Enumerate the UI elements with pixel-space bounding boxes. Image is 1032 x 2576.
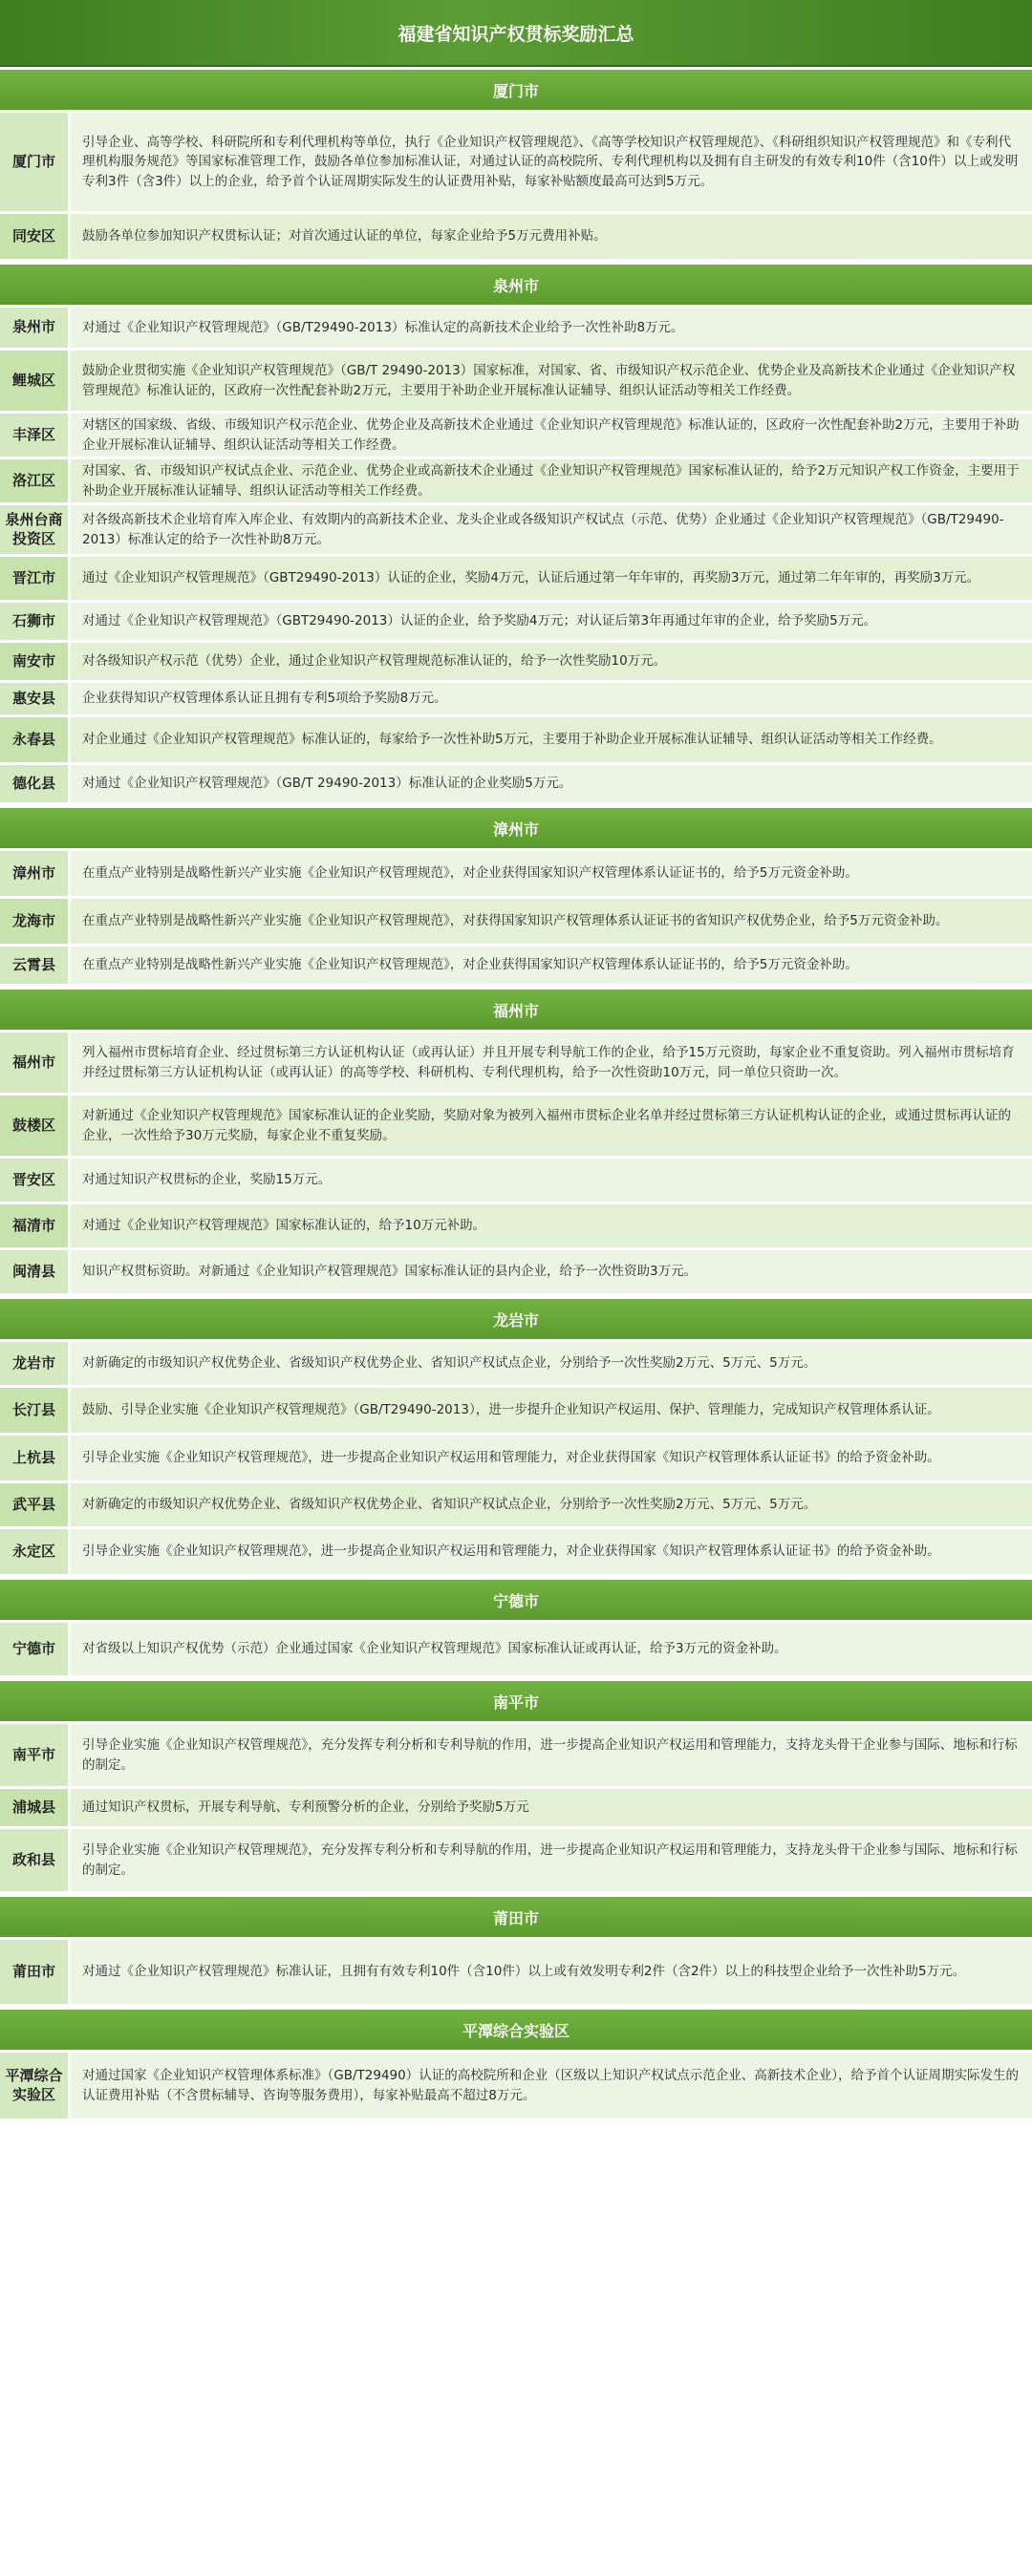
table-row [0, 557, 1032, 603]
policy-text [71, 947, 1032, 984]
section-header: 漳州市 [0, 805, 1032, 851]
table-row [0, 765, 1032, 805]
table-row [0, 505, 1032, 557]
policy-text [71, 308, 1032, 348]
policy-text [71, 1483, 1032, 1526]
policy-text-content: 引导企业实施《企业知识产权管理规范》，进一步提高企业知识产权运用和管理能力，对企业获得国家《知识产权管理体系认证证书》的给予资金补助。 [82, 1543, 940, 1560]
region-name: 福州市 [0, 1033, 71, 1093]
policy-text [71, 603, 1032, 640]
policy-text-content: 对各级高新技术企业培育库入库企业、有效期内的高新技术企业、龙头企业或各级知识产权试点（示范、优势）企业通过《企业知识产权管理规范》（GB/T29490-2013）标准认定的给予一次性补助8万元。 [82, 512, 1004, 547]
policy-text-content: 在重点产业特别是战略性新兴产业实施《企业知识产权管理规范》，对企业获得国家知识产权管理体系认证证书的，给予5万元资金补助。 [82, 865, 858, 882]
policy-text-content: 在重点产业特别是战略性新兴产业实施《企业知识产权管理规范》，对企业获得国家知识产权管理体系认证证书的，给予5万元资金补助。 [82, 957, 858, 973]
section-header: 龙岩市 [0, 1296, 1032, 1342]
region-name: 同安区 [0, 214, 71, 259]
policy-text [71, 351, 1032, 411]
table-row [0, 1250, 1032, 1296]
policy-text-content: 鼓励各单位参加知识产权贯标认证；对首次通过认证的单位，每家企业给予5万元费用补贴。 [82, 228, 607, 245]
region-name: 德化县 [0, 765, 71, 802]
table-row [0, 414, 1032, 459]
policy-text-content: 鼓励、引导企业实施《企业知识产权管理规范》（GB/T29490-2013），进一步提升企业知识产权运用、保护、管理能力，完成知识产权管理体系认证。 [82, 1402, 940, 1418]
table-row [0, 1388, 1032, 1436]
policy-text [71, 459, 1032, 502]
policy-text-content: 对新确定的市级知识产权优势企业、省级知识产权优势企业、省知识产权试点企业，分别给予一次性奖励2万元、5万元、5万元。 [82, 1355, 817, 1372]
region-name: 南安市 [0, 643, 71, 680]
policy-text [71, 214, 1032, 259]
policy-text-content: 对各级知识产权示范（优势）企业，通过企业知识产权管理规范标准认证的，给予一次性奖励10万元。 [82, 653, 667, 670]
policy-text-content: 对企业通过《企业知识产权管理规范》标准认证的，每家给予一次性补助5万元，主要用于补助企业开展标准认证辅导、组织认证活动等相关工作经费。 [82, 732, 942, 748]
region-name: 闽清县 [0, 1250, 71, 1293]
table-row [0, 1483, 1032, 1529]
policy-text-content: 列入福州市贯标培育企业、经过贯标第三方认证机构认证（或再认证）并且开展专利导航工作的企业，给予15万元资助，每家企业不重复资助。列入福州市贯标培育并经过贯标第三方认证机构认证（或再认证）的高等学校、科研机构、专利代理机构，给予一次性资助10万元，同一单位只资助一次。 [82, 1045, 1015, 1080]
policy-text-content: 对国家、省、市级知识产权试点企业、示范企业、优势企业或高新技术企业通过《企业知识产权管理规范》国家标准认证的，给予2万元知识产权工作资金，主要用于补助企业开展标准认证辅导、组织认证活动等相关工作经费。 [82, 463, 1020, 499]
policy-text-content: 通过知识产权贯标，开展专利导航、专利预警分析的企业，分别给予奖励5万元 [82, 1799, 529, 1816]
region-name: 平潭综合实验区 [0, 2053, 71, 2118]
policy-text [71, 765, 1032, 802]
policy-text-content: 对新通过《企业知识产权管理规范》国家标准认证的企业奖励，奖励对象为被列入福州市贯标企业名单并经过贯标第三方认证机构认证的企业，或通过贯标再认证的企业，一次性给予30万元奖励，每家企业不重复奖励。 [82, 1108, 1011, 1143]
policy-text [71, 1033, 1032, 1093]
policy-text [71, 1829, 1032, 1891]
region-name: 丰泽区 [0, 414, 71, 457]
policy-text-content: 鼓励企业贯彻实施《企业知识产权管理规范》（GB/T 29490-2013）国家标准，对国家、省、市级知识产权示范企业、优势企业及高新技术企业通过《企业知识产权管理规范》标准认证的，区政府一次性配套补助2万元，主要用于补助企业开展标准认证辅导、组织认证活动等相关工作经费。 [82, 363, 1016, 398]
policy-text [71, 683, 1032, 714]
policy-text-content: 企业获得知识产权管理体系认证且拥有专利5项给予奖励8万元。 [82, 691, 447, 707]
policy-text-content: 通过《企业知识产权管理规范》（GBT29490-2013）认证的企业，奖励4万元，认证后通过第一年年审的，再奖励3万元，通过第二年年审的，再奖励3万元。 [82, 570, 980, 586]
table-row [0, 459, 1032, 505]
region-name: 泉州市 [0, 308, 71, 348]
section-header: 平潭综合实验区 [0, 2007, 1032, 2053]
policy-text-content: 对辖区的国家级、省级、市级知识产权示范企业、优势企业及高新技术企业通过《企业知识产权管理规范》标准认证的，区政府一次性配套补助2万元，主要用于补助企业开展标准认证辅导、组织认证活动等相关工作经费。 [82, 417, 1020, 453]
policy-text-content: 对通过《企业知识产权管理规范》（GB/T 29490-2013）标准认证的企业奖励5万元。 [82, 776, 572, 792]
policy-text [71, 1436, 1032, 1480]
region-name: 泉州台商投资区 [0, 505, 71, 554]
region-name: 厦门市 [0, 113, 71, 211]
policy-text [71, 1342, 1032, 1385]
content [0, 67, 1032, 2121]
policy-text [71, 899, 1032, 944]
policy-text-content: 对通过《企业知识产权管理规范》（GBT29490-2013）认证的企业，给予奖励4万元；对认证后第3年再通过年审的企业，给予奖励5万元。 [82, 613, 877, 629]
policy-text [71, 505, 1032, 554]
policy-text-content: 对通过国家《企业知识产权管理体系标准》（GB/T29490）认证的高校院所和企业（区级以上知识产权试点示范企业、高新技术企业），给予首个认证周期实际发生的认证费用补贴（不含贯标辅导、咨询等服务费用），每家补贴最高不超过8万元。 [82, 2068, 1019, 2103]
region-name: 石狮市 [0, 603, 71, 640]
policy-text-content: 引导企业、高等学校、科研院所和专利代理机构等单位，执行《企业知识产权管理规范》、《高等学校知识产权管理规范》、《科研组织知识产权管理规范》和《专利代理机构服务规范》等国家标准管理工作，鼓励各单位参加标准认证，对通过认证的高校院所、专利代理机构以及拥有自主研发的有效专利10件（含10件）以上或发明专利3件（含3件）以上的企业，给予首个认证周期实际发生的认证费用补贴，每家补贴额度最高可达到5万元。 [82, 135, 1019, 189]
policy-text-content: 对通过《企业知识产权管理规范》标准认证，且拥有有效专利10件（含10件）以上或有效发明专利2件（含2件）以上的科技型企业给予一次性补助5万元。 [82, 1964, 966, 1980]
policy-text-content: 对通过知识产权贯标的企业，奖励15万元。 [82, 1172, 332, 1188]
section-header: 厦门市 [0, 67, 1032, 113]
section-header: 莆田市 [0, 1894, 1032, 1940]
table-row [0, 1159, 1032, 1204]
policy-text-content: 引导企业实施《企业知识产权管理规范》，充分发挥专利分析和专利导航的作用，进一步提高企业知识产权运用和管理能力，支持龙头骨干企业参与国际、地标和行标的制定。 [82, 1737, 1018, 1773]
region-name: 鲤城区 [0, 351, 71, 411]
policy-text [71, 1529, 1032, 1574]
region-name: 永春县 [0, 717, 71, 762]
policy-text [71, 1159, 1032, 1202]
table-row [0, 717, 1032, 765]
table-row [0, 643, 1032, 683]
region-name: 晋安区 [0, 1159, 71, 1202]
policy-text-content: 对通过《企业知识产权管理规范》国家标准认证的，给予10万元补助。 [82, 1218, 486, 1234]
table-row [0, 947, 1032, 987]
section-header: 宁德市 [0, 1577, 1032, 1623]
table-row [0, 1724, 1032, 1789]
table-row [0, 1342, 1032, 1388]
region-name: 长汀县 [0, 1388, 71, 1433]
table-row [0, 851, 1032, 899]
region-name: 龙海市 [0, 899, 71, 944]
table-row [0, 1940, 1032, 2007]
section-header: 福州市 [0, 987, 1032, 1033]
policy-text-content: 对省级以上知识产权优势（示范）企业通过国家《企业知识产权管理规范》国家标准认证或再认证，给予3万元的资金补助。 [82, 1641, 787, 1657]
table-row [0, 1096, 1032, 1159]
policy-text [71, 557, 1032, 600]
policy-text [71, 1388, 1032, 1433]
table-row [0, 1789, 1032, 1829]
table-row [0, 308, 1032, 351]
policy-text [71, 1724, 1032, 1786]
policy-text [71, 1789, 1032, 1826]
policy-text-content: 对通过《企业知识产权管理规范》（GB/T29490-2013）标准认定的高新技术企业给予一次性补助8万元。 [82, 319, 684, 335]
policy-text [71, 643, 1032, 680]
table-row [0, 2053, 1032, 2121]
policy-text [71, 113, 1032, 211]
policy-text [71, 1250, 1032, 1293]
region-name: 云霄县 [0, 947, 71, 984]
section-header: 泉州市 [0, 262, 1032, 308]
region-name: 南平市 [0, 1724, 71, 1786]
page-title: 福建省知识产权贯标奖励汇总 [0, 0, 1032, 67]
region-name: 武平县 [0, 1483, 71, 1526]
region-name: 福清市 [0, 1204, 71, 1247]
policy-text [71, 1204, 1032, 1247]
policy-text [71, 2053, 1032, 2118]
table-row [0, 1623, 1032, 1678]
region-name: 惠安县 [0, 683, 71, 714]
region-name: 晋江市 [0, 557, 71, 600]
region-name: 洛江区 [0, 459, 71, 502]
policy-text-content: 在重点产业特别是战略性新兴产业实施《企业知识产权管理规范》，对获得国家知识产权管理体系认证证书的省知识产权优势企业，给予5万元资金补助。 [82, 913, 949, 929]
region-name: 政和县 [0, 1829, 71, 1891]
policy-text [71, 851, 1032, 896]
policy-text-content: 对新确定的市级知识产权优势企业、省级知识产权优势企业、省知识产权试点企业，分别给予一次性奖励2万元、5万元、5万元。 [82, 1497, 817, 1513]
policy-text-content: 知识产权贯标资助。对新通过《企业知识产权管理规范》国家标准认证的县内企业，给予一次性资助3万元。 [82, 1264, 698, 1280]
region-name: 莆田市 [0, 1940, 71, 2004]
table-row [0, 603, 1032, 643]
table-row [0, 1436, 1032, 1483]
policy-text [71, 1940, 1032, 2004]
table-row [0, 899, 1032, 947]
table-row [0, 351, 1032, 414]
table-row [0, 1033, 1032, 1096]
table-row [0, 214, 1032, 262]
region-name: 龙岩市 [0, 1342, 71, 1385]
region-name: 浦城县 [0, 1789, 71, 1826]
region-name: 宁德市 [0, 1623, 71, 1675]
table-row [0, 113, 1032, 214]
region-name: 上杭县 [0, 1436, 71, 1480]
region-name: 鼓楼区 [0, 1096, 71, 1156]
policy-text-content: 引导企业实施《企业知识产权管理规范》，充分发挥专利分析和专利导航的作用，进一步提高企业知识产权运用和管理能力，支持龙头骨干企业参与国际、地标和行标的制定。 [82, 1842, 1018, 1878]
policy-text-content: 引导企业实施《企业知识产权管理规范》，进一步提高企业知识产权运用和管理能力，对企业获得国家《知识产权管理体系认证证书》的给予资金补助。 [82, 1450, 940, 1466]
table-row [0, 683, 1032, 717]
section-header: 南平市 [0, 1678, 1032, 1724]
region-name: 永定区 [0, 1529, 71, 1574]
policy-text [71, 1096, 1032, 1156]
region-name: 漳州市 [0, 851, 71, 896]
policy-text [71, 717, 1032, 762]
table-row [0, 1529, 1032, 1577]
policy-text [71, 414, 1032, 457]
policy-text [71, 1623, 1032, 1675]
table-row [0, 1829, 1032, 1894]
table-row [0, 1204, 1032, 1250]
